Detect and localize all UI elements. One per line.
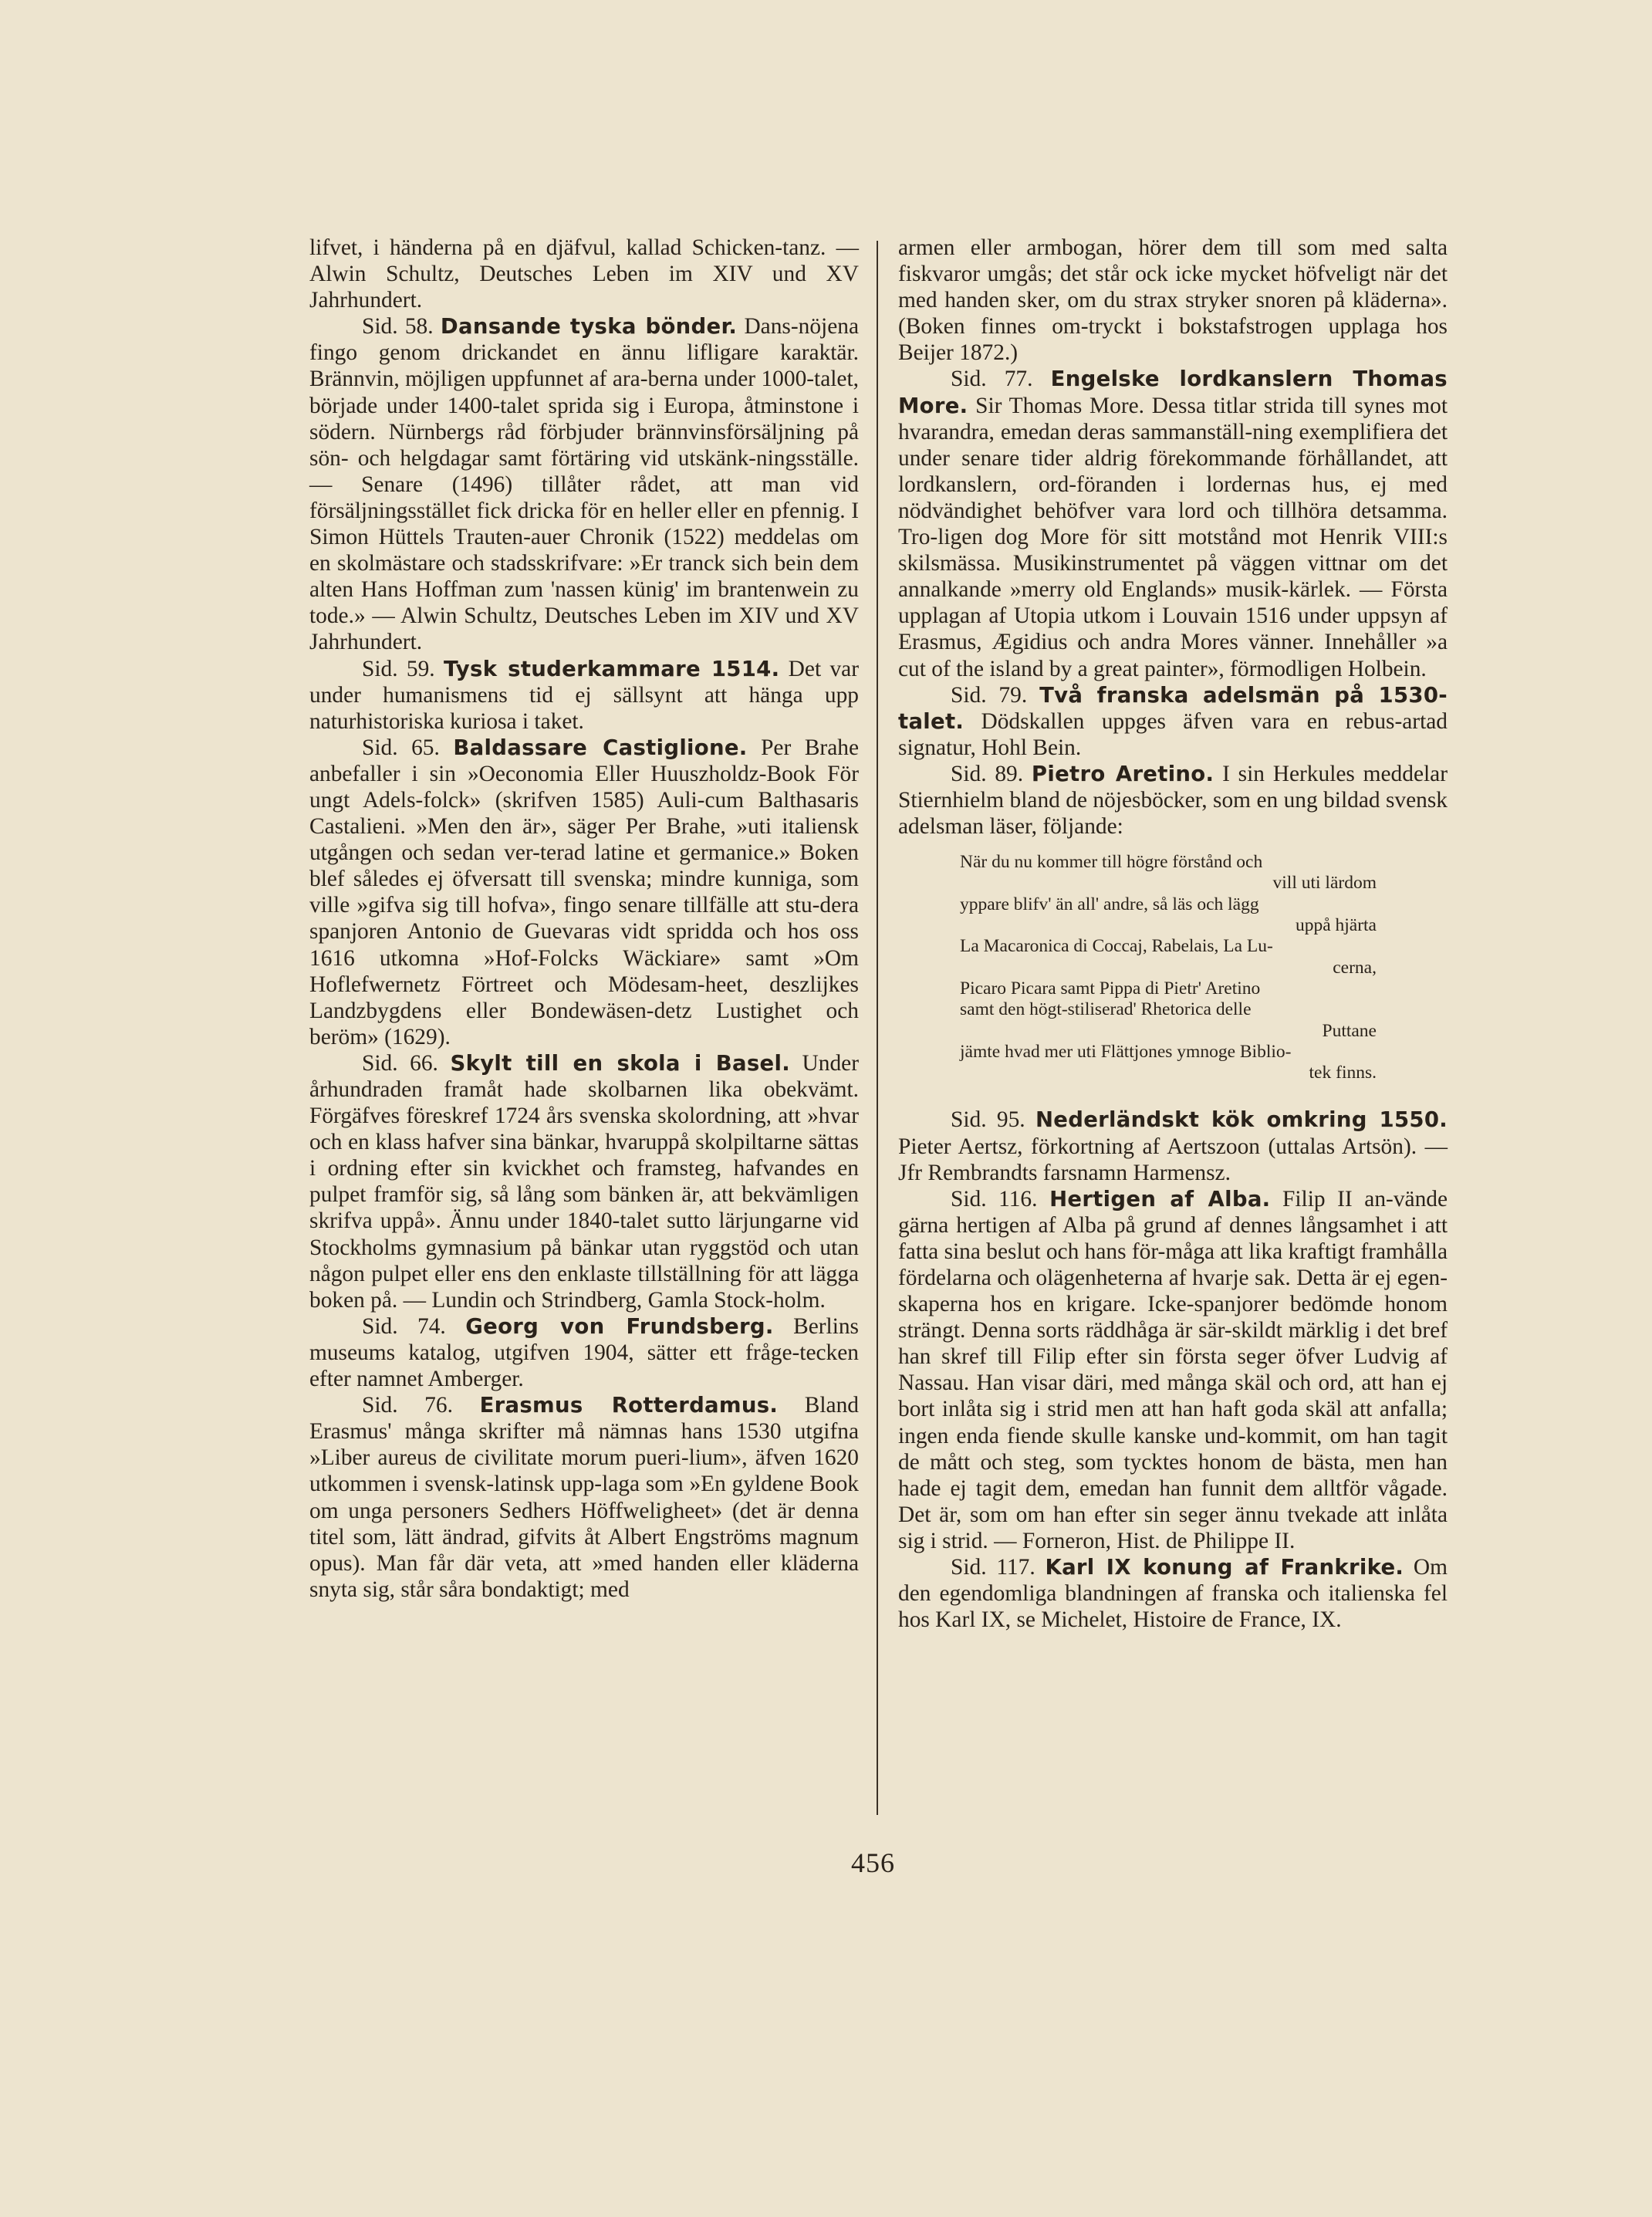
note-paragraph xyxy=(309,1392,859,1603)
note-text: Bland Erasmus' många skrifter må nämnas hans 1530 utgifna »Liber aureus de civilitate morum pueri-lium», äfven 1620 utkommen i svensk-latinsk upp-laga som »En gyldene Book om unga personers Sedhers Höffweligheet» (det är denna titel som, lätt ändrad, gifvits åt Albert Engströms magnum opus). Man får där veta, att »med handen eller kläderna snyta sig, står såra bondaktigt; med xyxy=(309,1393,859,1602)
right-column-upper xyxy=(898,235,1448,840)
note-paragraph xyxy=(309,1050,859,1313)
note-text: Om den egendomliga blandningen af franska och italienska fel hos Karl IX, se Michelet, Histoire de France, IX. xyxy=(898,1555,1448,1633)
picture-title: Baldassare Castiglione. xyxy=(453,735,748,760)
note-paragraph xyxy=(898,1107,1448,1185)
page-reference: Sid. 59. xyxy=(362,656,435,681)
page-reference: Sid. 89. xyxy=(951,761,1024,786)
picture-title: Pietro Aretino. xyxy=(1031,761,1215,786)
right-column-lower xyxy=(898,1107,1448,1633)
note-text: Per Brahe anbefaller i sin »Oeconomia Eller Huuszholdz-Book För ungt Adels-folck» (skrifven 1585) Auli-cum Balthasaris Castalieni. »Men den är», säger Per Brahe, »uti italiensk utgången och sedan ver-terad latine et germanice.» Boken blef således ej öfversatt till svenska; mindre kunniga, som ville »gifva sig till hofva», fingo senare tillfälle att stu-dera spanjoren Antonio de Guevaras vidt spridda och hos oss 1616 utkomna »Hof-Folcks Wäckiare» samt »Om Hoflefwernetz Förtreet och Mödesam-heet, deszlijkes Landzbygdens eller Bondewäsen-detz Lustighet och beröm» (1629). xyxy=(309,735,859,1049)
page-reference: Sid. 76. xyxy=(362,1393,453,1418)
note-text: Sir Thomas More. Dessa titlar strida till synes mot hvarandra, emedan deras sammanställ-ning exemplifiera det under senare tider aldrig förekommande förhållandet, att lordkanslern, ord-föranden i lordernas hus, ej med nödvändighet behöfver vara lord och tillhöra detsamma. Tro-ligen dog More för sitt motstånd mot Henrik VIII:s skilsmässa. Musikinstrumentet på väggen vittnar om det annalkande »merry old Englands» musik-kärlek. — Första upplagan af Utopia utkom i Louvain 1516 under uppsyn af Erasmus, Ægidius och andra Mores vänner. Innehåller »a cut of the island by a great painter», förmodligen Holbein. xyxy=(898,393,1448,681)
note-paragraph xyxy=(309,1313,859,1392)
page-reference: Sid. 77. xyxy=(951,367,1033,392)
picture-title: Hertigen af Alba. xyxy=(1049,1186,1271,1212)
verse-continuation: tek finns. xyxy=(1309,1063,1377,1083)
picture-title: Erasmus Rotterdamus. xyxy=(479,1393,779,1418)
verse-continuation: vill uti lärdom xyxy=(1272,873,1377,894)
page-reference: Sid. 66. xyxy=(362,1050,438,1076)
page-reference: Sid. 116. xyxy=(951,1186,1038,1212)
verse-continuation: Puttane xyxy=(1322,1020,1377,1041)
verse-line: yppare blifv' än all' andre, så läs och lägg xyxy=(960,894,1259,914)
page-reference: Sid. 58. xyxy=(362,314,434,340)
left-column xyxy=(309,235,859,1603)
note-text: I sin Herkules meddelar Stiernhielm bland de nöjesböcker, som en ung bildad svensk adelsman läser, följande: xyxy=(898,761,1448,840)
note-paragraph xyxy=(309,656,859,735)
verse-line: Picaro Picara samt Pippa di Pietr' Aretino xyxy=(960,978,1261,999)
note-paragraph xyxy=(898,366,1448,681)
verse-continuation: uppå hjärta xyxy=(1295,915,1377,936)
verse-line: När du nu kommer till högre förstånd och xyxy=(960,852,1263,873)
note-paragraph xyxy=(309,735,859,1050)
note-paragraph xyxy=(309,313,859,655)
picture-title: Två franska adelsmän på 1530-talet. xyxy=(898,682,1448,734)
verse-line: jämte hvad mer uti Flättjones ymnoge Biblio- xyxy=(960,1041,1292,1062)
page-reference: Sid. 74. xyxy=(362,1313,446,1339)
note-paragraph xyxy=(898,1186,1448,1554)
verse-line: samt den högt-stiliserad' Rhetorica delle xyxy=(960,999,1252,1020)
note-text: Pieter Aertsz, förkortning af Aertszoon (uttalas Artsön). — Jfr Rembrandts farsnamn Harmensz. xyxy=(898,1134,1448,1185)
page-reference: Sid. 65. xyxy=(362,735,440,760)
page-reference: Sid. 117. xyxy=(951,1555,1035,1580)
picture-title: Georg von Frundsberg. xyxy=(465,1313,774,1339)
note-text: Under århundraden framåt hade skolbarnen lika obekvämt. Förgäfves föreskref 1724 års svenska skolordning, att »hvar och en klass hafver sina bänkar, hvaruppå skolpiltarne sättas i ordning efter sin kvickhet och framsteg, hafvandes en pulpet framför sig, så lång som bänken är, att bekvämligen skrifva uppå». Ännu under 1840-talet sutto lärjungarne vid Stockholms gymnasium på bänkar utan ryggstöd och utan någon pulpet eller ens den enklaste tillställning för att lägga boken på. — Lundin och Strindberg, Gamla Stock-holm. xyxy=(309,1050,860,1313)
note-paragraph xyxy=(898,682,1448,761)
picture-title: Dansande tyska bönder. xyxy=(440,314,738,340)
picture-title: Skylt till en skola i Basel. xyxy=(450,1050,790,1076)
note-paragraph xyxy=(898,235,1448,366)
page-reference: Sid. 79. xyxy=(951,682,1028,708)
note-text: Filip II an-vände gärna hertigen af Alba på grund af dennes långsamhet i att fatta sina beslut och hans för-måga att lika kraftigt framhålla fördelarna och olägenheterna af hvarje sak. Detta är ej egen-skaperna hos en krigare. Icke-spanjorer bedömde honom strängt. Denna sorts räddhåga är sär-skildt märklig i det bref han skref till Filip efter sin första seger öfver Ludvig af Nassau. Han visar däri, med många skäl och ord, att han ej bort inlåta sig i strid men att han haft goda skäl att anfalla; ingen enda fiende skulle kanske und-kommit, om han tagit de mått och steg, som tycktes honom de bästa, men han hade ej tagit dem, emedan han funnit dem alltför vågade. Det är, som om han efter sin seger ännu tvekade att inlåta sig i strid. — Forneron, Hist. de Philippe II. xyxy=(898,1186,1448,1553)
page-reference: Sid. 95. xyxy=(951,1107,1025,1133)
note-text: Dans-nöjena fingo genom drickandet en ännu lifligare karaktär. Brännvin, möjligen uppfunnet af ara-berna under 1000-talet, började under 1400-talet sprida sig i Europa, åtminstone i södern. Nürnbergs råd förbjuder brännvinsförsäljning på sön- och helgdagar samt förtäring vid utskänk-ningsställe. — Senare (1496) tillåter rådet, att man vid försäljningsstället fick dricka för en heller eller en pfennig. I Simon Hüttels Trauten-auer Chronik (1522) meddelas om en skolmästare och stadsskrifvare: »Er tranck sich bein dem alten Hans Hoffman zum 'nassen künig' im brantenwein zu tode.» — Alwin Schultz, Deutsches Leben im XIV und XV Jahrhundert. xyxy=(309,314,859,655)
picture-title: Karl IX konung af Frankrike. xyxy=(1045,1555,1404,1580)
note-text: Dödskallen uppges äfven vara en rebus-artad signatur, Hohl Bein. xyxy=(898,708,1448,760)
note-text: Berlins museums katalog, utgifven 1904, sätter ett fråge-tecken efter namnet Amberger. xyxy=(309,1313,859,1392)
note-paragraph xyxy=(309,235,859,313)
note-text: Det var under humanismens tid ej sällsynt att hänga upp naturhistoriska kuriosa i taket. xyxy=(309,656,859,734)
picture-title: Tysk studerkammare 1514. xyxy=(444,656,780,681)
column-divider xyxy=(877,241,878,1815)
picture-title: Nederländskt kök omkring 1550. xyxy=(1035,1107,1448,1133)
verse-continuation: cerna, xyxy=(1333,957,1377,978)
right-column xyxy=(898,235,1448,1633)
note-paragraph xyxy=(898,1554,1448,1633)
picture-title: Engelske lordkanslern Thomas More. xyxy=(898,367,1448,418)
stiernhielm-verse xyxy=(960,852,1392,1083)
verse-line: La Macaronica di Coccaj, Rabelais, La Lu- xyxy=(960,936,1273,957)
note-text: lifvet, i händerna på en djäfvul, kallad Schicken-tanz. — Alwin Schultz, Deutsches Leben im XIV und XV Jahrhundert. xyxy=(309,235,859,313)
note-text: armen eller armbogan, hörer dem till som med salta fiskvaror umgås; det står ock icke mycket höfveligt när det med handen sker, om du strax stryker snoren på kläderna». (Boken finnes om-tryckt i bokstafstrogen upplaga hos Beijer 1872.) xyxy=(898,235,1448,366)
note-paragraph xyxy=(898,761,1448,840)
page-number: 456 xyxy=(851,1847,895,1878)
